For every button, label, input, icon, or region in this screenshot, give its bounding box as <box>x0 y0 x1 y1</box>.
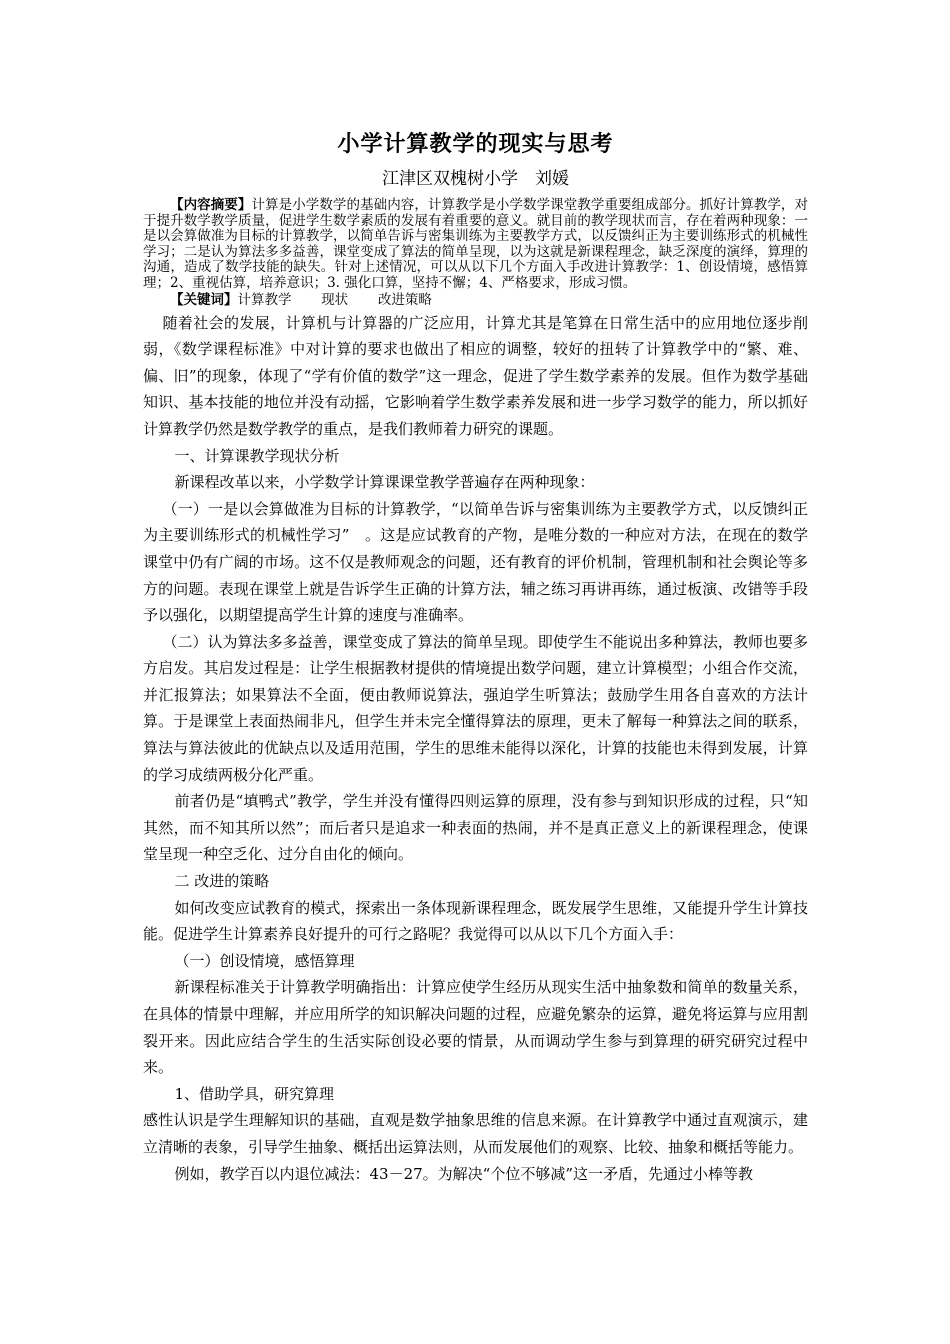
abstract <box>143 198 808 292</box>
paragraph: 如何改变应试教育的模式，探索出一条体现新课程理念，既发展学生思维，又能提升学生计算技能。促进学生计算素养良好提升的可行之路呢？我觉得可以从以下几个方面入手： <box>143 898 808 944</box>
document-title: 小学计算教学的现实与思考 <box>337 132 614 157</box>
paragraph: （一）一是以会算做准为目标的计算教学，“以简单告诉与密集训练为主要教学方式，以反馈纠正为主要训练形式的机械性学习” 。这是应试教育的产物，是唯分数的一种应对方法，在现在的数学课堂中仍有广阔的市场。这不仅是教师观念的问题，还有教育的评价机制，管理机制和社会舆论等多方的问题。表现在课堂上就是告诉学生正确的计算方法，辅之练习再讲再练，通过板演、改错等手段予以强化，以期望提高学生计算的速度与准确率。 <box>143 499 808 625</box>
abstract-label: 【内容摘要】 <box>170 197 252 213</box>
paragraph: （二）认为算法多多益善，课堂变成了算法的简单呈现。即使学生不能说出多种算法，教师也要多方启发。其启发过程是：让学生根据教材提供的情境提出数学问题，建立计算模型；小组合作交流，并汇报算法；如果算法不全面，便由教师说算法，强迫学生听算法；鼓励学生用各自喜欢的方法计算。于是课堂上表面热闹非凡，但学生并未完全懂得算法的原理，更未了解每一种算法之间的联系，算法与算法彼此的优缺点以及适用范围，学生的思维未能得以深化，计算的技能也未得到发展，计算的学习成绩两极分化严重。 <box>143 632 808 784</box>
keyword: 改进策略 <box>377 291 432 308</box>
keywords-label: 【关键词】 <box>170 291 238 308</box>
keyword: 现状 <box>321 291 349 308</box>
section-heading-1: 一、计算课教学现状分析 <box>174 446 340 465</box>
paragraph: 新课程标准关于计算教学明确指出：计算应使学生经历从现实生活中抽象数和简单的数量关系，在具体的情景中理解，并应用所学的知识解决问题的过程，应避免繁杂的运算，避免将运算与应用割裂开来。因此应结合学生的生活实际创设必要的情景，从而调动学生参与到算理的研究研究过程中来。 <box>143 978 808 1077</box>
paragraph: 例如，教学百以内退位减法：43－27。为解决“个位不够减”这一矛盾，先通过小棒等教 <box>174 1164 754 1183</box>
keyword: 计算教学 <box>237 291 292 308</box>
section-heading-2: 二 改进的策略 <box>174 872 270 891</box>
paragraph: 前者仍是“填鸭式”教学，学生并没有懂得四则运算的原理，没有参与到知识形成的过程，只“知其然，而不知其所以然”；而后者只是追求一种表面的热闹，并不是真正意义上的新课程理念，使课堂呈现一种空乏化、过分自由化的倾向。 <box>143 792 808 864</box>
abstract-text: 计算是小学数学的基础内容，计算教学是小学数学课堂教学重要组成部分。抓好计算教学，对于提升数学教学质量，促进学生数学素质的发展有着重要的意义。就目前的教学现状而言，存在着两种现象：一是以会算做准为目标的计算教学，以简单告诉与密集训练为主要教学方式，以反馈纠正为主要训练形式的机械性学习；二是认为算法多多益善，课堂变成了算法的简单呈现，以为这就是新课程理念，缺乏深度的演绎，算理的沟通，造成了数学技能的缺失。针对上述情况，可以从以下几个方面入手改进计算教学：1、创设情境，感悟算理；2、重视估算，培养意识；3. 强化口算，坚持不懈；4、严格要求，形成习惯。 <box>143 197 809 291</box>
document-author: 江津区双槐树小学 刘媛 <box>382 169 569 189</box>
keywords <box>143 292 808 308</box>
document-page <box>143 130 808 1187</box>
subsection-heading: （一）创设情境，感悟算理 <box>174 951 355 970</box>
paragraph-intro: 随着社会的发展，计算机与计算器的广泛应用，计算尤其是笔算在日常生活中的应用地位逐步削弱，《数学课程标准》中对计算的要求也做出了相应的调整，较好的扭转了计算教学中的“繁、难、偏、旧”的现象，体现了“学有价值的数学”这一理念，促进了学生数学素养的发展。但作为数学基础知识、基本技能的地位并没有动摇，它影响着学生数学素养发展和进一步学习数学的能力，所以抓好计算教学仍然是数学教学的重点，是我们教师着力研究的课题。 <box>143 313 808 438</box>
paragraph: 感性认识是学生理解知识的基础，直观是数学抽象思维的信息来源。在计算教学中通过直观演示，建立清晰的表象，引导学生抽象、概括出运算法则，从而发展他们的观察、比较、抽象和概括等能力。 <box>143 1111 808 1156</box>
paragraph: 新课程改革以来，小学数学计算课课堂教学普遍存在两种现象： <box>174 473 595 492</box>
subsection-heading: 1、借助学具，研究算理 <box>174 1084 335 1103</box>
